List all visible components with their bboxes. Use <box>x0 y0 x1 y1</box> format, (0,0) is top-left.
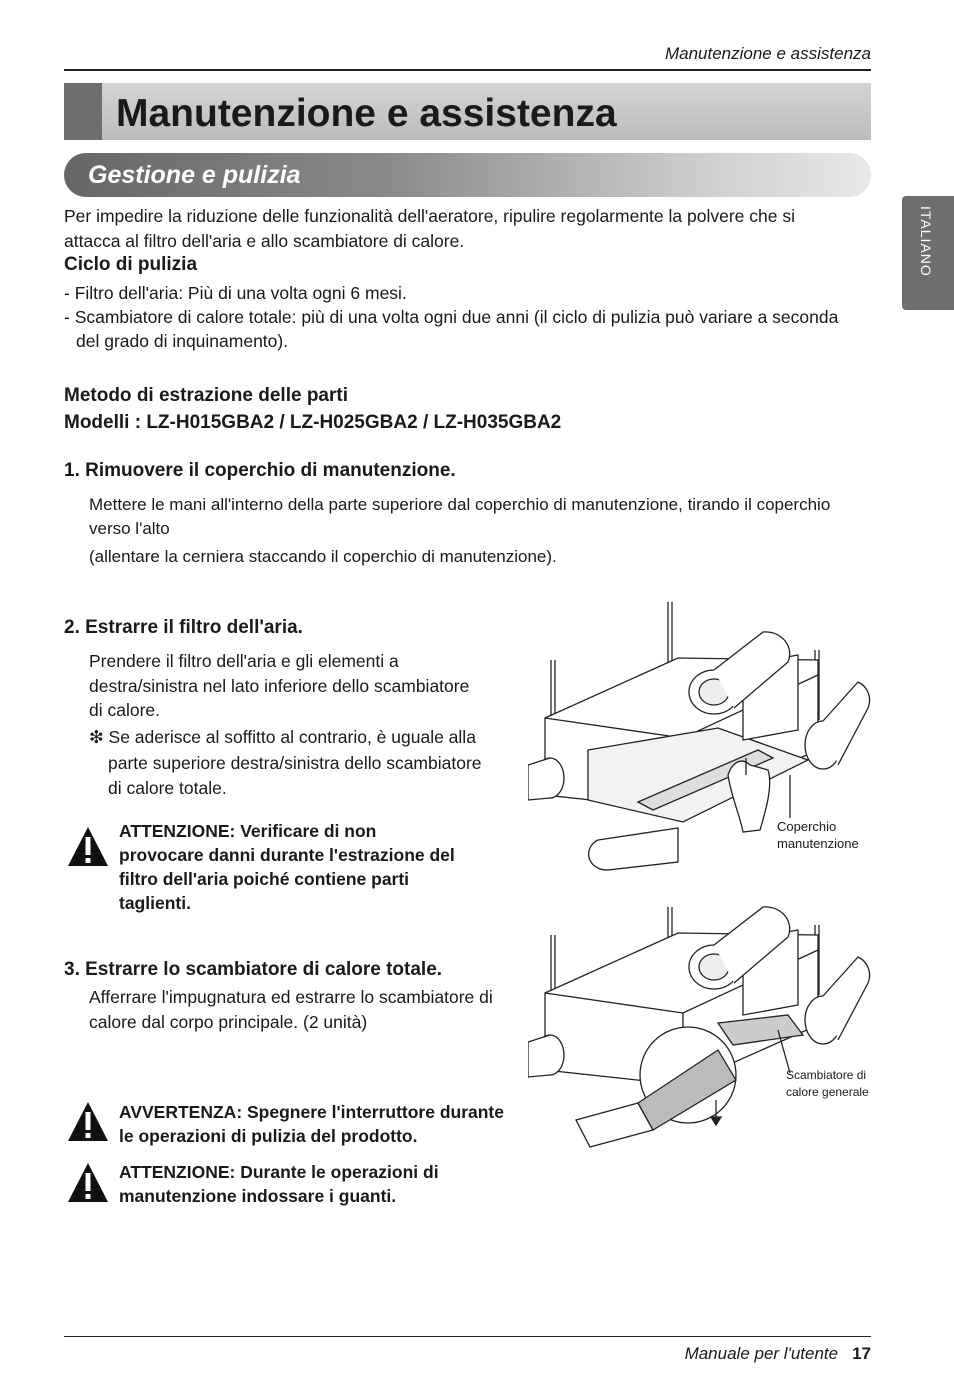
figure1-label-line-2: manutenzione <box>777 836 859 851</box>
header-rule <box>64 69 871 71</box>
method-heading: Metodo di estrazione delle parti <box>64 385 348 406</box>
language-tab <box>902 196 954 310</box>
cleaning-item-exchanger: - Scambiatore di calore totale: più di una volta ogni due anni (il ciclo di pulizia può variare a seconda <box>64 307 839 327</box>
figure2-label-line-2: calore generale <box>786 1085 869 1099</box>
step2-heading: 2. Estrarre il filtro dell'aria. <box>64 617 303 638</box>
warning-icon <box>67 1162 109 1204</box>
step2-note-3: di calore totale. <box>108 778 227 798</box>
warning3-line-1: ATTENZIONE: Durante le operazioni di <box>119 1162 439 1182</box>
figure1-label-line-1: Coperchio <box>777 819 837 834</box>
cleaning-item-exchanger-cont: del grado di inquinamento). <box>76 331 289 351</box>
step2-note-1: ❇ Se aderisce al soffitto al contrario, è uguale alla <box>89 727 476 747</box>
page-number: 17 <box>852 1344 871 1363</box>
warning1-line-2: provocare danni durante l'estrazione del <box>119 845 455 865</box>
step3-line-1: Afferrare l'impugnatura ed estrarre lo scambiatore di <box>89 987 493 1007</box>
footer <box>685 1344 871 1364</box>
warning1-line-3: filtro dell'aria poiché contiene parti <box>119 869 410 889</box>
warning-icon <box>67 1101 109 1143</box>
step1-line-2: verso l'alto <box>89 519 170 538</box>
running-header: Manutenzione e assistenza <box>664 44 871 63</box>
page-title: Manutenzione e assistenza <box>116 92 617 135</box>
step2-note-2: parte superiore destra/sinistra dello scambiatore <box>108 753 482 773</box>
step2-line-1: Prendere il filtro dell'aria e gli elementi a <box>89 651 399 671</box>
intro-line-1: Per impedire la riduzione delle funzionalità dell'aeratore, ripulire regolarmente la polvere che si <box>64 206 795 226</box>
section-band <box>64 153 871 197</box>
warning1-line-4: taglienti. <box>119 893 191 913</box>
step2-line-3: di calore. <box>89 700 161 720</box>
warning3-line-2: manutenzione indossare i guanti. <box>119 1186 397 1206</box>
warning2-line-1: AVVERTENZA: Spegnere l'interruttore durante <box>119 1102 504 1122</box>
step1-line-1: Mettere le mani all'interno della parte superiore dal coperchio di manutenzione, tirando il coperchio <box>89 495 831 514</box>
step3-heading: 3. Estrarre lo scambiatore di calore totale. <box>64 959 443 980</box>
warning-icon <box>67 826 109 868</box>
step1-line-3: (allentare la cerniera staccando il coperchio di manutenzione). <box>89 547 557 566</box>
step1-heading: 1. Rimuovere il coperchio di manutenzione. <box>64 460 456 481</box>
models-line: Modelli : LZ-H015GBA2 / LZ-H025GBA2 / LZ-H035GBA2 <box>64 412 562 433</box>
figure2-label-line-1: Scambiatore di <box>786 1068 867 1082</box>
title-accent <box>64 83 102 140</box>
figure-remove-exchanger <box>528 905 873 1150</box>
warning2-line-2: le operazioni di pulizia del prodotto. <box>119 1126 418 1146</box>
footer-label: Manuale per l'utente <box>684 1344 839 1363</box>
section-title: Gestione e pulizia <box>88 161 301 189</box>
language-tab-label: ITALIANO <box>918 206 934 277</box>
step3-line-2: calore dal corpo principale. (2 unità) <box>89 1012 368 1032</box>
cleaning-item-filter: - Filtro dell'aria: Più di una volta ogni 6 mesi. <box>64 283 407 303</box>
step2-line-2: destra/sinistra nel lato inferiore dello scambiatore <box>89 676 470 696</box>
warning1-line-1: ATTENZIONE: Verificare di non <box>119 821 377 841</box>
title-band <box>64 83 871 140</box>
cleaning-cycle-heading: Ciclo di pulizia <box>64 254 198 275</box>
intro-line-2: attacca al filtro dell'aria e allo scambiatore di calore. <box>64 231 465 251</box>
footer-rule <box>64 1336 871 1337</box>
